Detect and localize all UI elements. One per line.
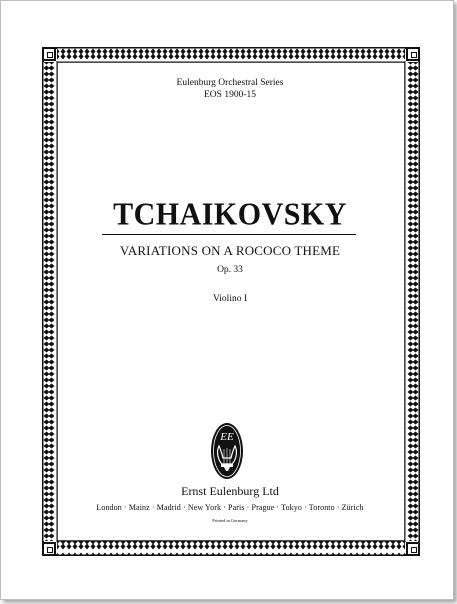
series-name: Eulenburg Orchestral Series [176, 78, 284, 88]
printed-in-note: Printed in Germany [212, 518, 248, 523]
work-title: VARIATIONS ON A ROCOCO THEME [119, 243, 341, 258]
publisher-cities: London · Mainz · Madrid · New York · Paris · Prague · Tokyo · Toronto · Zürich [96, 503, 364, 512]
svg-text:EE: EE [220, 431, 234, 443]
composer-name: TCHAIKOVSKY [113, 197, 347, 232]
opus-number: Op. 33 [217, 265, 243, 275]
border-corner-ornament [406, 47, 420, 61]
catalog-number: EOS 1900-15 [204, 89, 256, 100]
border-corner-ornament [42, 542, 56, 556]
title-divider [102, 234, 356, 235]
publisher-name: Ernst Eulenburg Ltd [181, 484, 279, 498]
series-heading [65, 78, 395, 101]
instrument-part: Violino I [213, 294, 247, 304]
border-corner-ornament [42, 47, 56, 61]
eulenburg-lyre-logo-icon [210, 422, 244, 480]
border-corner-ornament [406, 542, 420, 556]
